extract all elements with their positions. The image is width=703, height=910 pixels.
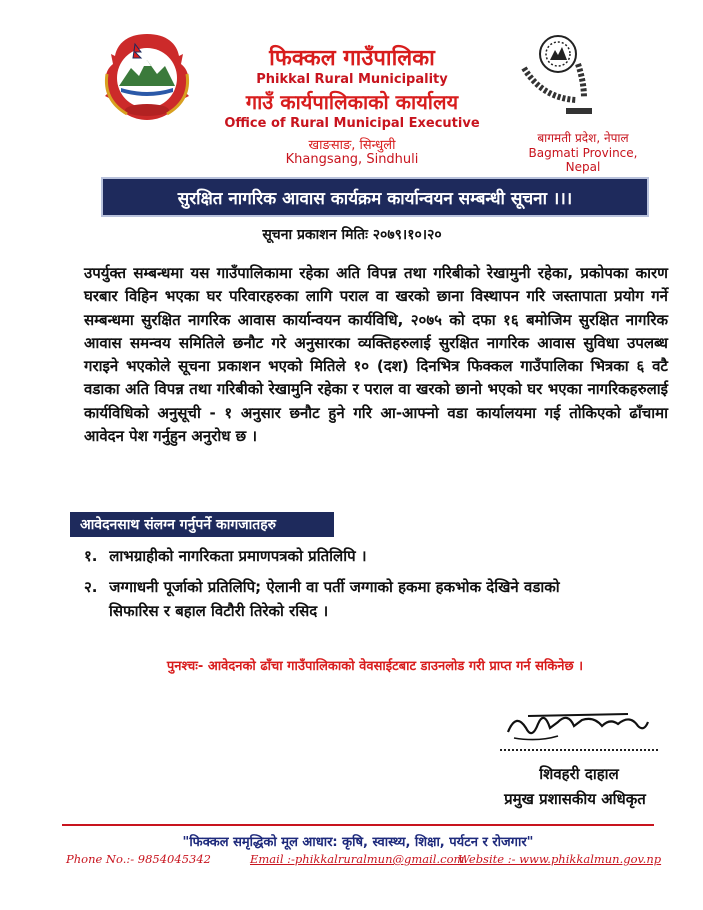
handwritten-signature: [498, 702, 658, 752]
footer-divider: [62, 824, 654, 826]
publication-date: सूचना प्रकाशन मितिः २०७९।१०।२०: [262, 227, 442, 243]
signer-name: शिवहरी दाहाल: [539, 765, 619, 783]
nepal-emblem-icon: [97, 30, 197, 124]
document-item-text-continued: सिफारिस र बहाल विटौरी तिरेको रसिद ।: [109, 602, 329, 620]
province-en: Bagmati Province, Nepal: [528, 146, 638, 174]
address-np: खाङसाङ, सिन्धुली: [308, 138, 396, 153]
documents-banner: [70, 512, 334, 537]
notice-body: उपर्युक्त सम्बन्धमा यस गाउँपालिकामा रहेका अति विपन्न तथा गरिबीको रेखामुनी रहेका, प्रकोपका कारण घरबार विहिन भएका घर परिवारहरुका लागि पराल वा खरको छाना विस्थापन गरि जस्तापाता प्रयोग गर्ने सम्बन्धमा सुरक्षित नागरिक आवास कार्यान्वयन कार्यविधि, २०७५ को दफा १६ बमोजिम सुरक्षित नागरिक आवास समन्वय समितिले छनौट गरे अनुसारका व्यक्तिहरुलाई सुरक्षित नागरिक आवास सुविधा उपलब्ध गराइने भएकोले सूचना प्रकाशन भएको मितिले १० (दश) दिनभित्र फिक्कल गाउँपालिका भित्रका ६ वटै वडाका अति विपन्न तथा गरिबीको रेखामुनि रहेका र पराल वा खरको छानो भएको घर भएका नागरिकहरुलाई कार्यविधिको अनुसूची - १ अनुसार छनौट हुने गरि आ-आफ्नो वडा कार्यालयमा गई तोकिएको ढाँचामा आवेदन पेश गर्नुहुन अनुरोध छ ।: [84, 264, 668, 446]
document-item: [84, 546, 668, 566]
document-item: [84, 575, 668, 623]
document-item-number: १.: [84, 547, 98, 565]
footer-phone: Phone No.:- 9854045342: [66, 852, 211, 866]
office-name-en: Office of Rural Municipal Executive: [224, 116, 480, 131]
document-item-text: लाभग्राहीको नागरिकता प्रमाणपत्रको प्रतिलिपि ।: [109, 547, 367, 565]
document-item-number: २.: [84, 578, 98, 596]
notice-title-banner: [101, 177, 649, 217]
footer-email-link[interactable]: Email :-phikkalruralmun@gmail.com: [250, 852, 465, 866]
municipality-name-en: Phikkal Rural Municipality: [256, 72, 448, 87]
municipality-name-np: फिक्कल गाउँपालिका: [269, 46, 435, 71]
office-name-np: गाउँ कार्यपालिकाको कार्यालय: [245, 90, 459, 114]
signer-title: प्रमुख प्रशासकीय अधिकृत: [504, 790, 646, 808]
document-item-text: जग्गाधनी पूर्जाको प्रतिलिपि; ऐलानी वा पर्ती जग्गाको हकमा हकभोक देखिने वडाको: [109, 578, 560, 596]
postscript-note: पुनश्चः- आवेदनको ढाँचा गाउँपालिकाको वेवसाईटबाट डाउनलोड गरी प्राप्त गर्न सकिनेछ ।: [166, 659, 584, 674]
footer-website-link[interactable]: Website :- www.phikkalmun.gov.np: [458, 852, 662, 866]
footer-slogan: "फिक्कल समृद्धिको मूल आधार: कृषि, स्वास्थ्य, शिक्षा, पर्यटन र रोजगार": [182, 835, 534, 850]
notice-title: सुरक्षित नागरिक आवास कार्यक्रम कार्यान्वयन सम्बन्धी सूचना ।।।: [177, 188, 573, 209]
signature-line: [500, 749, 658, 751]
municipality-seal-icon: [514, 28, 614, 122]
address-en: Khangsang, Sindhuli: [285, 152, 419, 167]
province-np: बागमती प्रदेश, नेपाल: [537, 131, 629, 145]
documents-title: आवेदनसाथ संलग्न गर्नुपर्ने कागजातहरु: [80, 517, 277, 533]
